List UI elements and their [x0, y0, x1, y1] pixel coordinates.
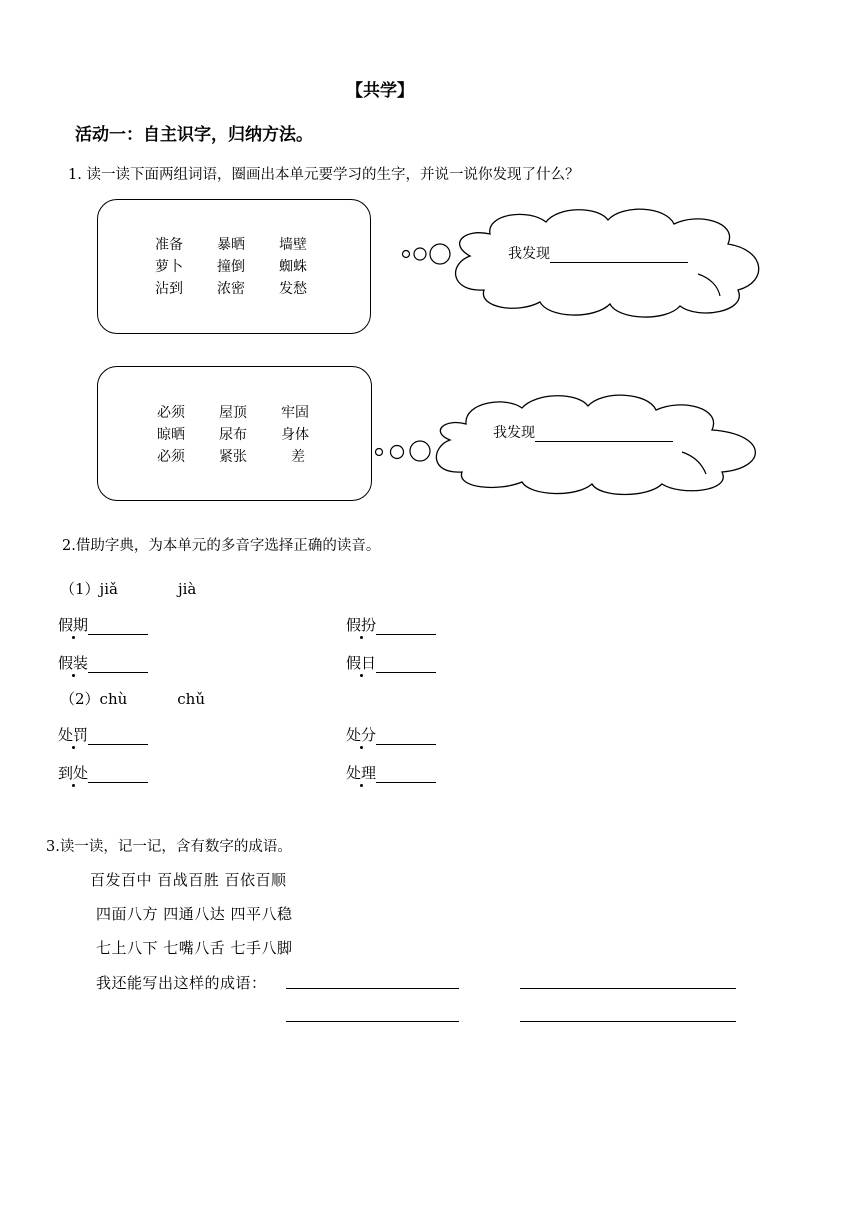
- polyphone-item: [58, 762, 148, 783]
- page-title: 【共学】: [346, 81, 414, 101]
- word: 屋顶: [219, 405, 247, 421]
- word: 尿布: [219, 427, 247, 443]
- word-row: [157, 446, 353, 468]
- pinyin-options-1: [60, 578, 196, 599]
- answer-blank[interactable]: [376, 730, 436, 745]
- idiom-answer-line[interactable]: [286, 1021, 459, 1022]
- idiom-line: 百发百中 百战百胜 百依百顺: [90, 871, 287, 889]
- idiom-answer-line[interactable]: [520, 988, 736, 989]
- answer-blank[interactable]: [376, 768, 436, 783]
- word: 萝卜: [155, 259, 183, 275]
- polyphone-item: [58, 724, 148, 745]
- pinyin-option: jià: [177, 580, 197, 598]
- polyphone-word: 假装: [58, 654, 89, 672]
- idiom-answer-line[interactable]: [520, 1021, 736, 1022]
- word-row: [155, 234, 341, 256]
- word: 墙壁: [279, 237, 307, 253]
- polyphone-item: [346, 762, 436, 783]
- polyphone-word: 到处: [58, 764, 89, 782]
- word: 浓密: [217, 281, 245, 297]
- question-1-prompt: 1. 读一读下面两组词语，圈画出本单元要学习的生字，并说一说你发现了什么？: [68, 167, 580, 183]
- pinyin-option: （1）jiǎ: [60, 580, 118, 598]
- idiom-line: 七上八下 七嘴八舌 七手八脚: [96, 939, 293, 957]
- word: 差: [291, 449, 305, 465]
- word: 暴晒: [217, 237, 245, 253]
- polyphone-item: [346, 614, 436, 635]
- word-row: [155, 278, 341, 300]
- polyphone-item: [58, 614, 148, 635]
- discover-label: 我发现: [508, 246, 550, 262]
- thought-cloud-1: [398, 204, 770, 322]
- pinyin-option: chǔ: [177, 690, 206, 708]
- word-row: [157, 424, 353, 446]
- word: 牢固: [281, 405, 309, 421]
- polyphone-item: [346, 652, 436, 673]
- answer-blank[interactable]: [376, 658, 436, 673]
- word: 身体: [281, 427, 309, 443]
- word-row: [155, 256, 341, 278]
- answer-blank[interactable]: [88, 658, 148, 673]
- polyphone-word: 假日: [346, 654, 377, 672]
- polyphone-word: 处理: [346, 764, 377, 782]
- pinyin-option: （2）chù: [60, 690, 128, 708]
- polyphone-word: 处罚: [58, 726, 89, 744]
- question-2-prompt: 2.借助字典，为本单元的多音字选择正确的读音。: [62, 538, 381, 554]
- discover-answer-line[interactable]: [535, 427, 673, 442]
- word: 沾到: [155, 281, 183, 297]
- polyphone-item: [58, 652, 148, 673]
- polyphone-item: [346, 724, 436, 745]
- word: 准备: [155, 237, 183, 253]
- polyphone-word: 处分: [346, 726, 377, 744]
- word-group-1: [155, 234, 341, 300]
- word-group-2: [157, 402, 353, 468]
- word-row: [157, 402, 353, 424]
- answer-blank[interactable]: [88, 768, 148, 783]
- word: 撞倒: [217, 259, 245, 275]
- answer-blank[interactable]: [88, 730, 148, 745]
- polyphone-word: 假扮: [346, 616, 377, 634]
- word: 晾晒: [157, 427, 185, 443]
- idiom-line: 四面八方 四通八达 四平八稳: [96, 905, 293, 923]
- word: 必须: [157, 405, 185, 421]
- discover-label: 我发现: [493, 425, 535, 441]
- question-3-prompt: 3.读一读，记一记，含有数字的成语。: [46, 839, 292, 855]
- discover-row-2: [493, 422, 673, 442]
- answer-blank[interactable]: [88, 620, 148, 635]
- pinyin-options-2: [60, 688, 205, 709]
- word: 发愁: [279, 281, 307, 297]
- thought-cloud-2: [370, 388, 770, 496]
- activity-heading: 活动一：自主识字，归纳方法。: [75, 125, 313, 145]
- discover-answer-line[interactable]: [550, 248, 688, 263]
- word: 必须: [157, 449, 185, 465]
- word: 蜘蛛: [279, 259, 307, 275]
- answer-blank[interactable]: [376, 620, 436, 635]
- write-idioms-label: 我还能写出这样的成语：: [96, 974, 267, 992]
- polyphone-word: 假期: [58, 616, 89, 634]
- word: 紧张: [219, 449, 247, 465]
- discover-row-1: [508, 243, 688, 263]
- idiom-answer-line[interactable]: [286, 988, 459, 989]
